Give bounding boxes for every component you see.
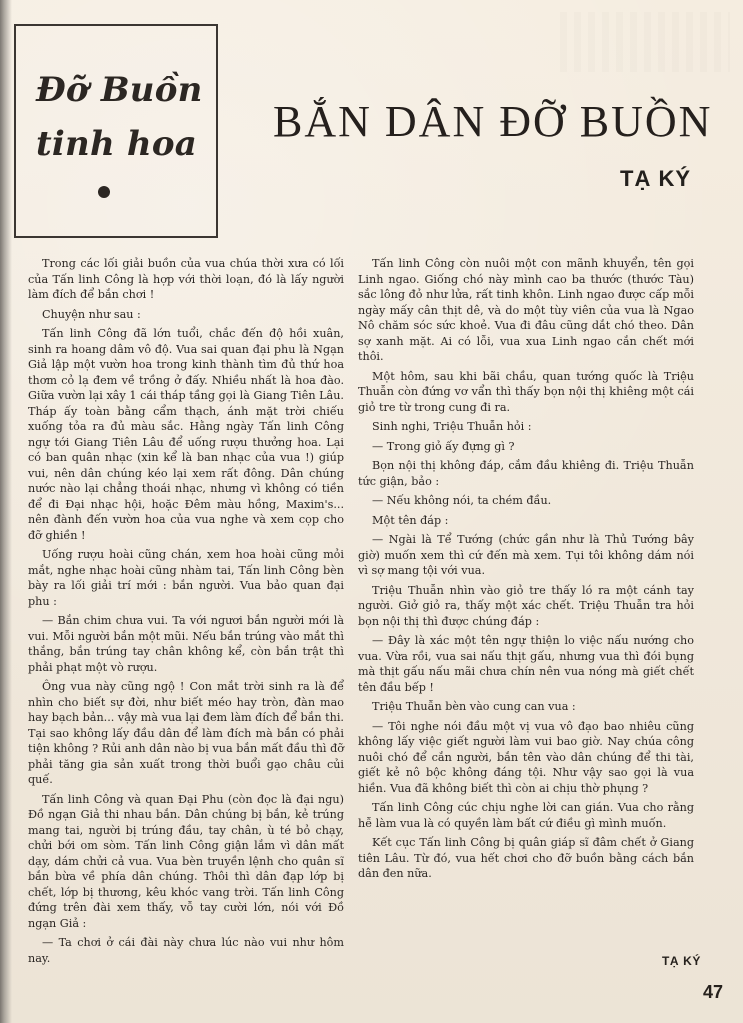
- left-paragraph-3: Tấn linh Công đã lớn tuổi, chắc đến độ hồi xuân, sinh ra hoang dâm vô độ. Vua sai quan đại phu là Ngạn Giả lập một vườn hoa trong kinh thành tìm đủ thứ hoa thơm cỏ lạ đem về trồng ở đấy. Nhiều nhất là hoa đào. Giữa vườn lại xây 1 cái tháp tầng gọi là Giang Tiên Lâu. Tháp ấy toàn bằng cẩm thạch, ánh mặt trời chiếu xuống tỏa ra đủ màu sắc. Hằng ngày Tấn linh Công ngự tới Giang Tiên Lâu để uống rượu thưởng hoa. Lại có ban quân nhạc (xin kể là ban nhạc của vua !) giúp vui, nên dân chúng kéo lại xem rất đông. Dân chúng nước nào lại chẳng thoái nhạc, nhưng vì không có tiền để đi Đại nhạc hội, hoặc Đêm màu hồng, Maxim's... nên đành đến vườn hoa của vua nghe và xem cọp cho đỡ ghiền !: [28, 327, 344, 542]
- right-paragraph-10: — Đây là xác một tên ngự thiện lo việc nấu nướng cho vua. Vừa rồi, vua sai nấu thịt gấu, nhưng vua thì đói bụng mà thịt gấu nấu mãi chưa chín nên vua nóng mà giết chết tên đầu bếp !: [358, 634, 694, 694]
- page-left-edge: [0, 0, 12, 1023]
- right-text-column: [358, 256, 694, 886]
- right-paragraph-3: Sinh nghi, Triệu Thuẫn hỏi :: [372, 420, 532, 433]
- right-paragraph-1: Tấn linh Công còn nuôi một con mãnh khuyển, tên gọi Linh ngao. Giống chó này mình cao ba thước (thước Tàu) sắc lông đỏ như lửa, rất tinh khôn. Linh ngao được cấp mỗi ngày mấy cân thịt dê, và do một tùy viên của vua là Ngao Nô chăm sóc sức khoẻ. Vua đi đâu cũng dắt chó theo. Dân sợ xanh mặt. Ai có lỗi, vua xua Linh ngao cắn chết mới thôi.: [358, 257, 694, 363]
- right-paragraph-5: Bọn nội thị không đáp, cắm đầu khiêng đi. Triệu Thuẫn tức giận, bảo :: [358, 459, 694, 488]
- right-paragraph-11: Triệu Thuẫn bèn vào cung can vua :: [372, 700, 576, 713]
- left-paragraph-4: Uống rượu hoài cũng chán, xem hoa hoài cũng mỏi mắt, nghe nhạc hoài cũng nhàm tai, Tấn linh Công bèn bày ra lối giải trí mới : bắn người. Vua bảo quan đại phu :: [28, 548, 344, 608]
- left-text-column: [28, 256, 344, 970]
- right-paragraph-14: Kết cục Tấn linh Công bị quân giáp sĩ đâm chết ở Giang tiên Lâu. Từ đó, vua hết chơi cho đỡ buồn bằng cách bắn dân đen nữa.: [358, 836, 694, 880]
- badge-line-2: tinh hoa: [36, 124, 197, 164]
- left-paragraph-1: Trong các lối giải buồn của vua chúa thời xưa có lối của Tấn linh Công là hợp với thời loạn, đó là lấy người làm đích để bắn chơi !: [28, 257, 344, 301]
- right-paragraph-7: Một tên đáp :: [372, 513, 449, 527]
- left-paragraph-5: — Bắn chim chưa vui. Ta với ngươi bắn người mới là vui. Mỗi người bắn một mũi. Nếu bắn trúng vào mắt thì thắng, bắn trúng tay chân không kể, còn bắn trật thì phải phạt một vò rượu.: [28, 614, 344, 674]
- left-paragraph-6: Ông vua này cũng ngộ ! Con mắt trời sinh ra là để nhìn cho biết sự đời, như biết méo hay tròn, đàn mao hay bạch bản... vậy mà vua lại đem làm đích để bắn thi. Tại sao không lấy đầu dân để làm đích mà bắn có phải tiện không ? Rủi anh dân nào bị vua bắn mất đầu thì đỡ phải tăng gia sản xuất trong thời buổi gạo châu củi quế.: [28, 680, 344, 786]
- right-paragraph-2: Một hôm, sau khi bãi chầu, quan tướng quốc là Triệu Thuẫn còn đứng vơ vẩn thì thấy bọn nội thị khiêng một cái giỏ tre từ trong cung đi ra.: [358, 369, 694, 414]
- left-paragraph-8: — Ta chơi ở cái đài này chưa lúc nào vui như hôm nay.: [28, 936, 344, 965]
- right-paragraph-8: — Ngài là Tể Tướng (chức gần như là Thủ Tướng bây giờ) muốn xem thì cứ đến mà xem. Tụi tôi không dám nói vì sợ mang tội với vua.: [358, 533, 694, 577]
- badge-line-1: Đỡ Buồn: [36, 70, 203, 110]
- badge-dot: [98, 186, 110, 198]
- page-number: 47: [703, 982, 724, 1002]
- series-badge: [14, 24, 218, 238]
- right-paragraph-4: — Trong giỏ ấy đựng gì ?: [372, 439, 515, 453]
- right-paragraph-9: Triệu Thuẫn nhìn vào giỏ tre thấy ló ra một cánh tay người. Giở giỏ ra, thấy một xác chết. Triệu Thuẫn tra hỏi bọn nội thị thì được chúng đáp :: [358, 583, 694, 628]
- signature: TẠ KÝ: [662, 954, 701, 968]
- article-title: BẮN DÂN ĐỠ BUỒN: [273, 97, 713, 146]
- left-paragraph-7: Tấn linh Công và quan Đại Phu (còn đọc là đại ngu) Đồ ngạn Giả thi nhau bắn. Dân chúng bị bắn, kẻ trúng mang tai, người bị trúng đầu, tay chân, ù té bỏ chạy, chửi bới om sòm. Tấn linh Công giận lắm vì dân mất dạy, dám chửi cả vua. Vua bèn truyền lệnh cho quân sĩ bắn bừa về phía dân chúng. Thôi thì dân đạp lớp bị chết, lớp bị thương, kêu khóc vang trời. Tấn linh Công đứng trên đài xem thấy, vỗ tay cười lớn, nói với Đồ ngạn Giả :: [28, 792, 344, 930]
- faint-bleed-through: [560, 12, 730, 72]
- right-paragraph-6: — Nếu không nói, ta chém đầu.: [372, 494, 552, 507]
- right-paragraph-12: — Tôi nghe nói đầu một vị vua vô đạo bao nhiêu cũng không lấy việc giết người làm vui bao giờ. Nay chúa công nuôi chó để cắn người, bắn tên vào dân chúng để thi tài, giết kẻ nô bộc không đáng tội. Như vậy sao gọi là vua hiền. Vua đã không biết thì còn ai chịu thờ phụng ?: [358, 719, 694, 795]
- left-paragraph-2: Chuyện như sau :: [42, 307, 141, 321]
- right-paragraph-13: Tấn linh Công cúc chịu nghe lời can gián. Vua cho rằng hễ làm vua là có quyền làm bất cứ điều gì mình muốn.: [358, 801, 694, 830]
- article-author: TẠ KÝ: [620, 166, 691, 191]
